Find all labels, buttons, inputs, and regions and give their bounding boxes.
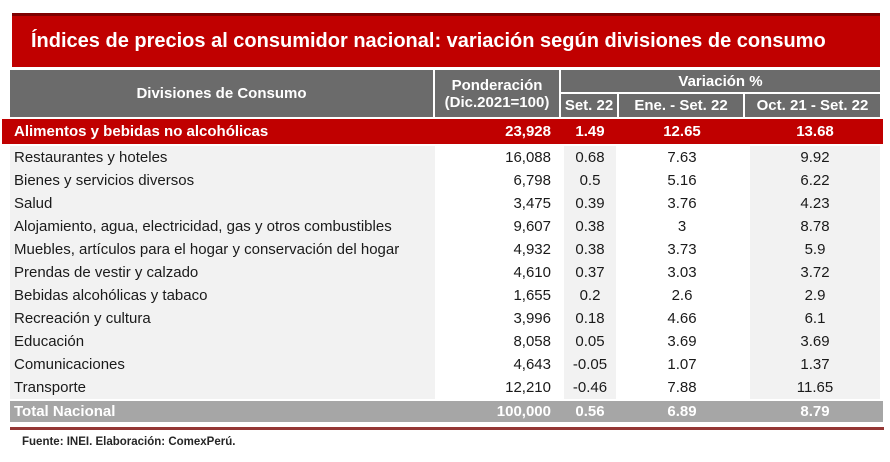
page-title: Índices de precios al consumidor nacional: variación según divisiones de consumo <box>31 30 826 52</box>
row-label: Bebidas alcohólicas y tabaco <box>10 284 435 307</box>
row-weight: 3,475 <box>435 192 561 215</box>
row-ene-set22: 3.73 <box>619 238 745 261</box>
row-ene-set22: 5.16 <box>619 169 745 192</box>
footer-divider-line <box>10 427 884 430</box>
row-label: Educación <box>10 330 435 353</box>
row-weight: 4,932 <box>435 238 561 261</box>
row-weight: 6,798 <box>435 169 561 192</box>
header-oct21-set22: Oct. 21 - Set. 22 <box>745 94 880 117</box>
row-set22: 0.5 <box>561 169 619 192</box>
row-label: Restaurantes y hoteles <box>10 146 435 169</box>
table-row <box>10 330 880 353</box>
row-ene-set22: 12.65 <box>663 123 701 140</box>
title-banner <box>12 13 880 67</box>
row-label: Muebles, artículos para el hogar y conservación del hogar <box>10 238 435 261</box>
row-set22: 0.05 <box>561 330 619 353</box>
table-row-total <box>10 401 880 422</box>
row-label: Transporte <box>10 376 435 399</box>
header-divisions: Divisiones de Consumo <box>10 70 433 117</box>
row-set22: 1.49 <box>575 123 605 140</box>
row-set22: -0.46 <box>561 376 619 399</box>
table-body <box>10 146 880 399</box>
row-label: Prendas de vestir y calzado <box>10 261 435 284</box>
row-ene-set22: 7.88 <box>619 376 745 399</box>
row-weight: 9,607 <box>435 215 561 238</box>
row-ene-set22: 7.63 <box>619 146 745 169</box>
row-set22: 0.38 <box>561 215 619 238</box>
row-label: Salud <box>10 192 435 215</box>
header-weight-line2: (Dic.2021=100) <box>444 93 550 111</box>
row-oct21-set22: 4.23 <box>745 192 880 215</box>
table-row <box>10 192 880 215</box>
row-label: Bienes y servicios diversos <box>10 169 435 192</box>
table-row <box>10 215 880 238</box>
row-label: Alojamiento, agua, electricidad, gas y otros combustibles <box>10 215 435 238</box>
row-weight: 4,643 <box>435 353 561 376</box>
row-set22: 0.38 <box>561 238 619 261</box>
header-weight <box>435 70 559 117</box>
row-ene-set22: 3 <box>619 215 745 238</box>
row-ene-set22: 6.89 <box>667 403 697 420</box>
row-label: Recreación y cultura <box>10 307 435 330</box>
row-label: Total Nacional <box>14 403 116 420</box>
row-oct21-set22: 13.68 <box>796 123 834 140</box>
row-ene-set22: 4.66 <box>619 307 745 330</box>
table-row <box>10 169 880 192</box>
table-row <box>10 146 880 169</box>
table-header <box>10 70 880 117</box>
row-weight: 100,000 <box>496 403 551 420</box>
row-weight: 3,996 <box>435 307 561 330</box>
row-set22: 0.39 <box>561 192 619 215</box>
table-row <box>10 307 880 330</box>
row-weight: 23,928 <box>505 123 551 140</box>
table-row <box>10 261 880 284</box>
source-note: Fuente: INEI. Elaboración: ComexPerú. <box>22 436 236 448</box>
row-weight: 12,210 <box>435 376 561 399</box>
row-ene-set22: 3.03 <box>619 261 745 284</box>
row-oct21-set22: 1.37 <box>745 353 880 376</box>
row-oct21-set22: 6.22 <box>745 169 880 192</box>
table-row <box>10 353 880 376</box>
row-set22: -0.05 <box>561 353 619 376</box>
row-ene-set22: 2.6 <box>619 284 745 307</box>
row-oct21-set22: 3.69 <box>745 330 880 353</box>
row-set22: 0.18 <box>561 307 619 330</box>
row-ene-set22: 1.07 <box>619 353 745 376</box>
header-variation-group: Variación % <box>561 70 880 92</box>
row-set22: 0.56 <box>575 403 605 420</box>
row-oct21-set22: 5.9 <box>745 238 880 261</box>
row-set22: 0.2 <box>561 284 619 307</box>
row-set22: 0.68 <box>561 146 619 169</box>
table-row <box>10 238 880 261</box>
table-row <box>10 284 880 307</box>
row-oct21-set22: 8.79 <box>800 403 830 420</box>
row-weight: 8,058 <box>435 330 561 353</box>
row-weight: 16,088 <box>435 146 561 169</box>
row-weight: 1,655 <box>435 284 561 307</box>
header-weight-line1: Ponderación <box>451 76 543 94</box>
table-row-highlight <box>10 119 880 144</box>
row-label: Alimentos y bebidas no alcohólicas <box>14 123 269 140</box>
price-index-table <box>10 70 880 422</box>
header-set22: Set. 22 <box>561 94 617 117</box>
row-oct21-set22: 11.65 <box>745 376 880 399</box>
row-oct21-set22: 6.1 <box>745 307 880 330</box>
row-ene-set22: 3.69 <box>619 330 745 353</box>
row-label: Comunicaciones <box>10 353 435 376</box>
row-oct21-set22: 2.9 <box>745 284 880 307</box>
row-ene-set22: 3.76 <box>619 192 745 215</box>
row-oct21-set22: 9.92 <box>745 146 880 169</box>
row-weight: 4,610 <box>435 261 561 284</box>
row-oct21-set22: 8.78 <box>745 215 880 238</box>
header-ene-set22: Ene. - Set. 22 <box>619 94 743 117</box>
row-oct21-set22: 3.72 <box>745 261 880 284</box>
row-set22: 0.37 <box>561 261 619 284</box>
table-row <box>10 376 880 399</box>
